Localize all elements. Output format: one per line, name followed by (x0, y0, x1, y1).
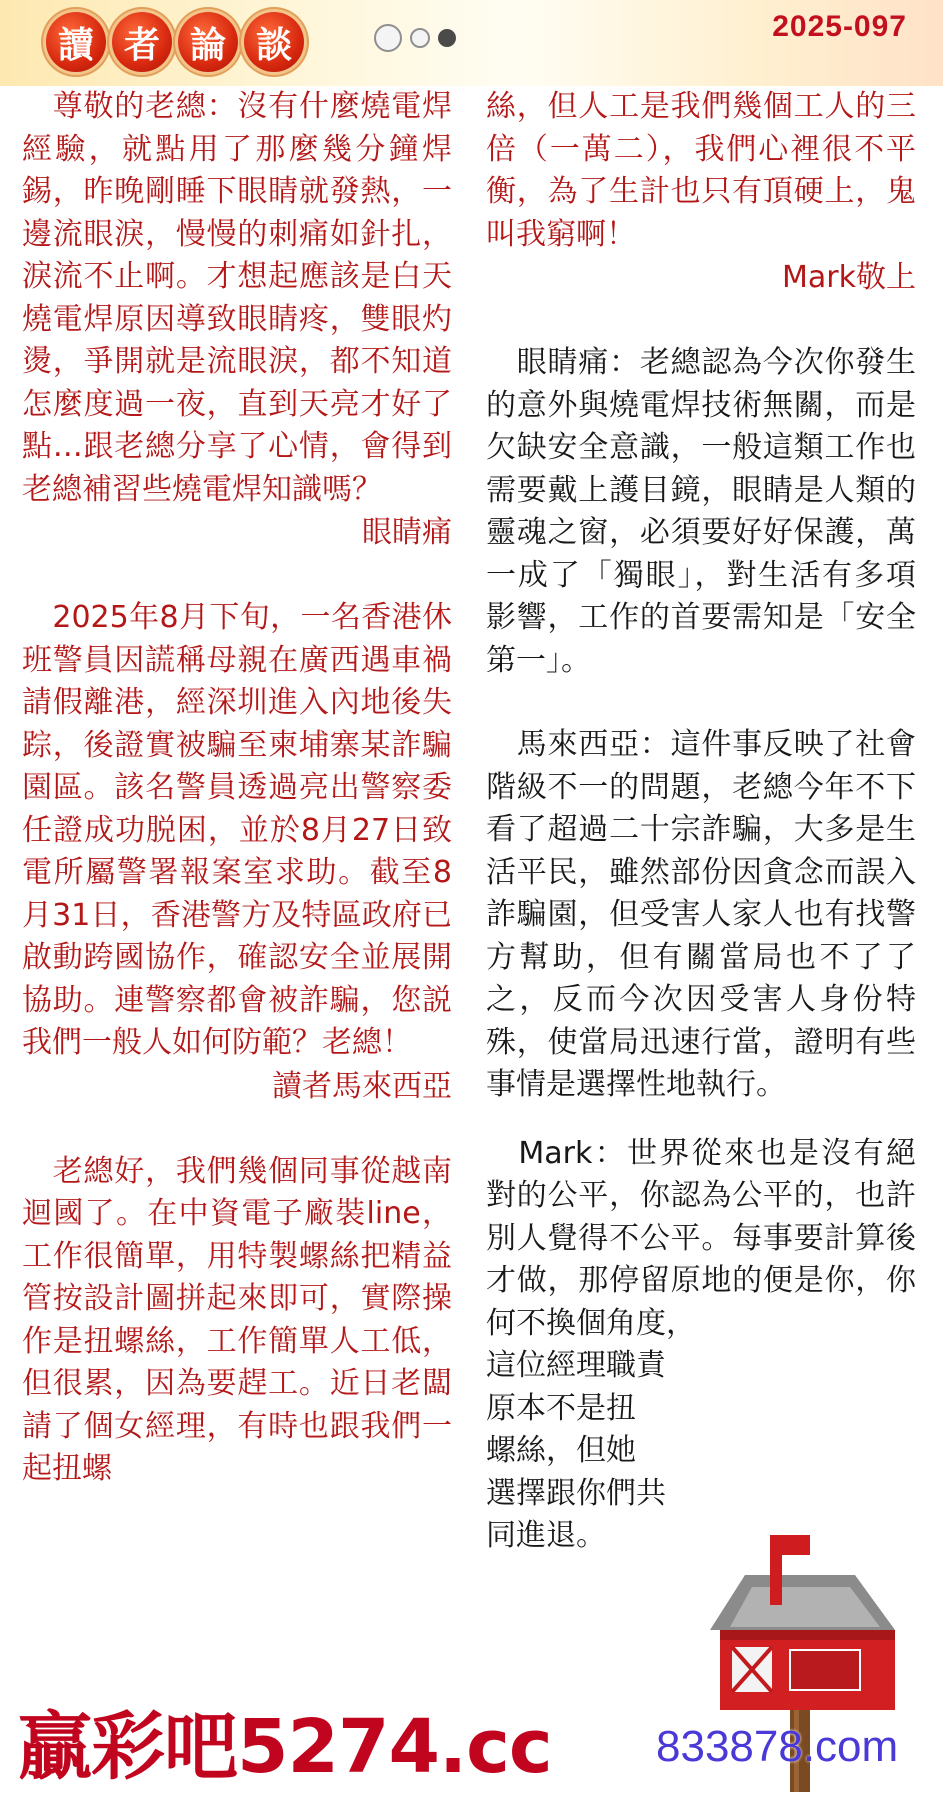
letter-eye-pain: 尊敬的老總：沒有什麼燒電焊經驗，就點用了那麼幾分鐘焊錫，昨晚剛睡下眼睛就發熱，一邊流眼淚，慢慢的刺痛如針扎，淚流不止啊。才想起應該是白天燒電焊原因導致眼睛疼，雙眼灼燙，爭開就是流眼淚，都不知道怎麼度過一夜，直到天亮才好了點…跟老總分享了心情，會得到老總補習些燒電焊知識嗎？ (22, 89, 452, 507)
dot-icon (438, 29, 456, 47)
reply-mark-end: 這位經理職責 原本不是扭 螺絲，但她 選擇跟你們共 同進退。 (486, 1348, 666, 1553)
letter-signature: Mark敬上 (782, 260, 916, 295)
reply-malaysia: 馬來西亞：這件事反映了社會階級不一的問題，老總今年不下看了超過二十宗詐騙，大多是生活平民，雖然部份因貪念而誤入詐騙園，但受害人家人也有找警方幫助，但有關當局也不了了之，反而今次因受害人身份特殊，使當局迅速行當，證明有些事情是選擇性地執行。 (486, 727, 916, 1102)
title-char: 論 (178, 12, 238, 72)
issue-number: 2025-097 (772, 10, 907, 43)
letter-signature: 讀者馬來西亞 (272, 1068, 452, 1104)
watermark-right: 833878.com (656, 1722, 899, 1771)
reply-mark: Mark：世界從來也是沒有絕對的公平，你認為公平的，也許別人覺得不公平。每事要計算後才做，那停留原地的便是你，你何不換個角度， (486, 1135, 916, 1341)
title-char: 談 (244, 12, 304, 72)
decorative-dots (374, 24, 456, 52)
letter-malaysia: 2025年8月下旬，一名香港休班警員因謊稱母親在廣西遇車禍請假離港，經深圳進入內地後失踪，後證實被騙至柬埔寨某詐騙園區。該名警員透過亮出警察委任證成功脱困，並於8月27日致電所屬警署報案室求助。截至8月31日，香港警方及特區政府已啟動跨國協作，確認安全並展開協助。連警察都會被詐騙，您説我們一般人如何防範？老總！ (22, 600, 452, 1060)
page-header (0, 0, 943, 86)
title-char: 者 (112, 12, 172, 72)
right-column (486, 86, 916, 1558)
letter-signature: 眼睛痛 (362, 515, 452, 550)
circle-icon (410, 28, 430, 48)
letter-mark: 老總好，我們幾個同事從越南迴國了。在中資電子廠裝line，工作很簡單，用特製螺絲把精益管按設計圖拼起來即可，實際操作是扭螺絲，工作簡單人工低，但很累，因為要趕工。近日老闆請了個女經理，有時也跟我們一起扭螺 (22, 1153, 452, 1486)
letter-mark-continued: 絲，但人工是我們幾個工人的三倍（一萬二），我們心裡很不平衡，為了生計也只有頂硬上，鬼叫我窮啊！ (486, 89, 916, 252)
left-column (22, 86, 452, 1491)
title-char: 讀 (46, 12, 106, 72)
reply-eye-pain: 眼睛痛：老總認為今次你發生的意外與燒電焊技術無關，而是欠缺安全意識，一般這類工作也需要戴上護目鏡，眼睛是人類的靈魂之窗，必須要好好保護，萬一成了「獨眼」，對生活有多項影響，工作的首要需知是「安全第一」。 (486, 345, 916, 678)
circle-icon (374, 24, 402, 52)
section-title (46, 12, 304, 72)
watermark-left: 贏彩吧5274.cc (18, 1704, 552, 1790)
